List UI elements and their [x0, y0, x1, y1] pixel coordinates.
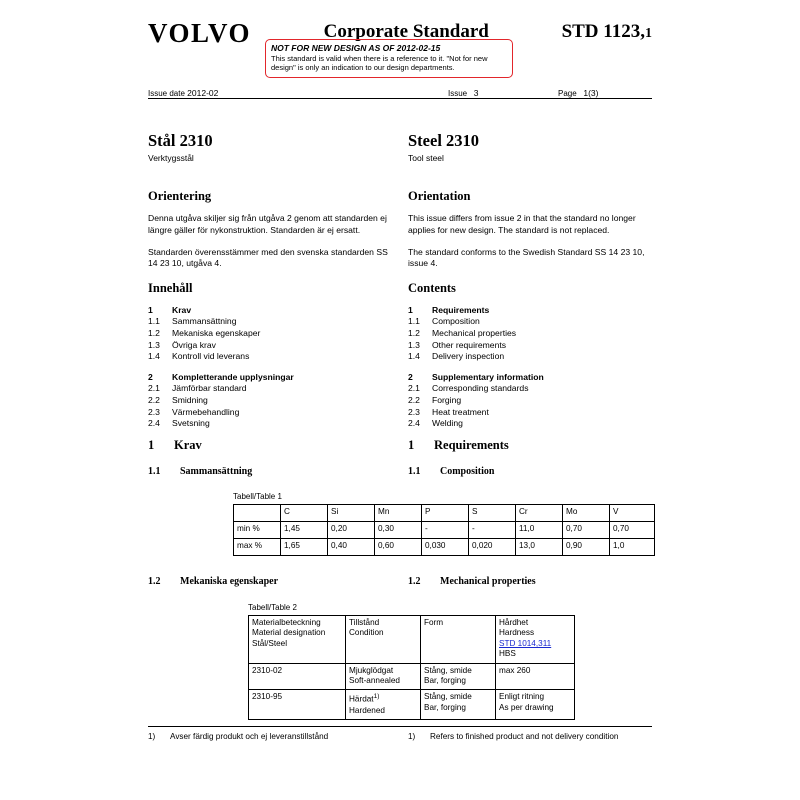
page-value: 1(3) — [583, 88, 599, 98]
toc-item[interactable] — [408, 316, 654, 328]
page-subtitle-en: Tool steel — [408, 153, 444, 164]
table-2-designation: 2310-02 — [249, 663, 346, 690]
toc-item[interactable] — [148, 407, 394, 419]
section-1-2-heading-sv — [148, 576, 398, 587]
page-label: Page — [558, 89, 577, 98]
toc-item[interactable] — [148, 395, 394, 407]
footnote-mark-en: 1) — [408, 732, 416, 741]
table-row-header — [249, 616, 575, 664]
table-1-cell: 0,60 — [375, 539, 422, 556]
section-1-label-en: Requirements — [434, 438, 509, 452]
toc-number: 2 — [408, 371, 413, 382]
standard-number-sub: 1 — [644, 26, 652, 41]
table-2-col-condition-l1: Tillstånd — [349, 618, 380, 627]
toc-number: 2.2 — [408, 394, 420, 405]
table-1-cell: 1,0 — [610, 539, 655, 556]
table-1-col-p: P — [422, 505, 469, 522]
table-1-cell: 1,45 — [281, 522, 328, 539]
issue-date — [148, 88, 448, 98]
table-2-col-designation — [249, 616, 346, 664]
footnote-sv — [148, 732, 398, 743]
table-1-cell: 0,20 — [328, 522, 375, 539]
page-number — [558, 88, 648, 98]
page-subtitle-sv: Verktygsstål — [148, 153, 194, 164]
table-2-condition — [346, 690, 421, 720]
table-1-cell: 11,0 — [516, 522, 563, 539]
orientation-paragraph-2-sv: Standarden överensstämmer med den svenska standarden SS 14 23 10, utgåva 4. — [148, 246, 388, 269]
table-1-block — [233, 492, 655, 556]
table-1-col-s: S — [469, 505, 516, 522]
toc-label: Sammansättning — [172, 316, 237, 327]
issue-value: 3 — [473, 88, 479, 98]
table-1-cell: 0,030 — [422, 539, 469, 556]
toc-number: 2 — [148, 371, 153, 382]
toc-number: 2.4 — [148, 418, 160, 429]
table-1-col-0 — [234, 505, 281, 522]
toc-label: Mekaniska egenskaper — [172, 327, 261, 338]
toc-number: 2.3 — [148, 406, 160, 417]
table-1-cell: 0,020 — [469, 539, 516, 556]
toc-number: 1.2 — [408, 327, 420, 338]
orientation-heading-en: Orientation — [408, 189, 471, 204]
table-row — [234, 539, 655, 556]
section-1-1-label-sv: Sammansättning — [180, 466, 253, 477]
toc-item[interactable] — [408, 372, 654, 384]
table-1-col-mo: Mo — [563, 505, 610, 522]
toc-label: Requirements — [432, 304, 490, 315]
notice-title: NOT FOR NEW DESIGN AS OF 2012-02-15 — [271, 43, 441, 53]
page-title-en: Steel 2310 — [408, 131, 480, 150]
toc-number: 1 — [148, 304, 153, 315]
issue-date-label: Issue date — [148, 89, 185, 98]
table-2 — [248, 615, 575, 720]
section-1-number-sv: 1 — [148, 438, 155, 452]
toc-label: Övriga krav — [172, 339, 216, 350]
toc-label: Kontroll vid leverans — [172, 351, 250, 362]
footnote-mark-sv: 1) — [148, 732, 156, 741]
toc-item[interactable] — [148, 372, 394, 384]
footnote-en — [408, 732, 658, 743]
table-2-condition-l2: Hardened — [349, 705, 385, 715]
issue-date-value: 2012-02 — [187, 88, 219, 98]
orientation-paragraph-1-sv: Denna utgåva skiljer sig från utgåva 2 genom att standarden ej längre gäller för nykonstruktion. Standarden är ej ersatt. — [148, 213, 387, 235]
toc-label: Kompletterande upplysningar — [172, 371, 294, 382]
toc-item[interactable] — [408, 328, 654, 340]
table-2-caption: Tabell/Table 2 — [248, 603, 297, 612]
table-2-col-hardness-l2: Hardness — [499, 628, 535, 638]
table-1-col-si: Si — [328, 505, 375, 522]
toc-item[interactable] — [408, 407, 654, 419]
table-row — [234, 522, 655, 539]
footnote-text-en: Refers to finished product and not delivery condition — [430, 732, 619, 741]
std-1014-311-link[interactable]: STD 1014,311 — [499, 638, 552, 648]
table-2-form — [421, 690, 496, 720]
toc-number: 1.2 — [148, 327, 160, 338]
table-2-form-l1: Stång, smide — [424, 692, 472, 702]
table-row-header — [234, 505, 655, 522]
table-2-designation: 2310-95 — [249, 690, 346, 720]
section-1-2-number-sv: 1.2 — [148, 576, 161, 587]
section-1-2-number-en: 1.2 — [408, 576, 421, 587]
table-2-condition-l1: Mjukglödgat — [349, 665, 394, 675]
toc-spacer — [408, 363, 654, 372]
table-1-cell: 13,0 — [516, 539, 563, 556]
toc-item[interactable] — [148, 316, 394, 328]
table-2-form-l2: Bar, forging — [424, 676, 466, 686]
table-of-contents-en — [408, 305, 654, 430]
table-2-col-designation-l3: Stål/Steel — [252, 638, 288, 648]
toc-item[interactable] — [408, 418, 654, 430]
toc-item[interactable] — [148, 418, 394, 430]
table-1-cell: 1,65 — [281, 539, 328, 556]
section-1-number-en: 1 — [408, 438, 415, 452]
header-divider — [148, 98, 652, 99]
orientation-paragraph-2-en: The standard conforms to the Swedish Standard SS 14 23 10, issue 4. — [408, 246, 645, 269]
section-1-1-heading-sv — [148, 466, 394, 477]
table-2-form — [421, 663, 496, 690]
table-2-col-hardness-l1: Hårdhet — [499, 618, 529, 627]
section-1-1-label-en: Composition — [440, 466, 495, 477]
toc-item[interactable] — [148, 340, 394, 352]
table-2-hardness-l1: Enligt ritning — [499, 692, 545, 702]
orientation-heading-sv: Orientering — [148, 189, 212, 204]
contents-heading-sv: Innehåll — [148, 280, 193, 295]
left-column-swedish — [148, 132, 394, 430]
toc-label: Forging — [432, 394, 462, 405]
right-column-english — [408, 132, 654, 430]
table-2-condition-l2: Soft-annealed — [349, 676, 400, 686]
table-2-col-condition-l2: Condition — [349, 628, 384, 638]
orientation-paragraph-1-en: This issue differs from issue 2 in that the standard no longer applies for new design. The standard is not replaced. — [408, 213, 636, 235]
standard-number — [562, 18, 652, 41]
contents-heading-en: Contents — [408, 280, 456, 295]
table-2-col-hardness-unit: HBS — [499, 649, 516, 659]
toc-number: 2.3 — [408, 406, 420, 417]
table-row — [249, 663, 575, 690]
toc-number: 2.2 — [148, 394, 160, 405]
section-1-1-heading-en — [408, 466, 654, 477]
toc-number: 2.1 — [408, 383, 420, 394]
toc-item[interactable] — [148, 351, 394, 363]
toc-label: Svetsning — [172, 418, 210, 429]
toc-number: 1.1 — [148, 316, 160, 327]
section-1-heading-sv — [148, 438, 394, 453]
toc-label: Composition — [432, 316, 480, 327]
table-1-row-label: min % — [234, 522, 281, 539]
table-2-col-designation-l1: Materialbeteckning — [252, 618, 321, 627]
table-2-form-l2: Bar, forging — [424, 702, 466, 712]
table-2-condition-l1: Härdat — [349, 695, 374, 705]
toc-item[interactable] — [148, 383, 394, 395]
toc-label: Smidning — [172, 394, 208, 405]
section-1-2-label-sv: Mekaniska egenskaper — [180, 576, 279, 587]
standard-number-main: STD 1123, — [561, 21, 645, 42]
notice-body: This standard is valid when there is a reference to it. "Not for new design" is only an indication to our design departments. — [271, 54, 488, 72]
volvo-logo: VOLVO — [148, 18, 251, 48]
toc-label: Other requirements — [432, 339, 507, 350]
toc-item[interactable] — [148, 328, 394, 340]
table-1-cell: 0,40 — [328, 539, 375, 556]
not-for-new-design-notice — [265, 39, 513, 78]
issue-info-line — [148, 88, 652, 98]
table-1-cell: 0,70 — [610, 522, 655, 539]
corporate-standard-title: Corporate Standard — [323, 21, 489, 42]
table-1-cell: - — [422, 522, 469, 539]
table-1-col-cr: Cr — [516, 505, 563, 522]
toc-label: Delivery inspection — [432, 351, 505, 362]
section-1-1-number-sv: 1.1 — [148, 466, 161, 477]
issue-number — [448, 88, 558, 98]
section-1-2-label-en: Mechanical properties — [440, 576, 536, 587]
table-row — [249, 690, 575, 720]
table-2-hardness — [496, 663, 575, 690]
table-1-cell: 0,90 — [563, 539, 610, 556]
table-2-condition — [346, 663, 421, 690]
table-1-col-mn: Mn — [375, 505, 422, 522]
issue-label: Issue — [448, 89, 468, 98]
toc-number: 2.1 — [148, 383, 160, 394]
toc-number: 1.3 — [408, 339, 420, 350]
toc-label: Supplementary information — [432, 371, 544, 382]
section-1-1-number-en: 1.1 — [408, 466, 421, 477]
table-2-block — [248, 603, 575, 720]
table-1-col-v: V — [610, 505, 655, 522]
table-1-cell: 0,30 — [375, 522, 422, 539]
footnote-ref: 1) — [373, 693, 380, 701]
toc-label: Corresponding standards — [432, 383, 529, 394]
toc-item[interactable] — [408, 395, 654, 407]
table-1 — [233, 504, 655, 556]
toc-number: 2.4 — [408, 418, 420, 429]
toc-spacer — [148, 363, 394, 372]
table-1-cell: - — [469, 522, 516, 539]
section-1-heading-en — [408, 438, 654, 453]
table-2-hardness-l2: As per drawing — [499, 702, 554, 712]
toc-label: Welding — [432, 418, 463, 429]
toc-number: 1.1 — [408, 316, 420, 327]
table-1-col-c: C — [281, 505, 328, 522]
toc-item[interactable] — [408, 305, 654, 317]
toc-label: Mechanical properties — [432, 327, 517, 338]
toc-label: Värmebehandling — [172, 406, 240, 417]
toc-number: 1.4 — [148, 351, 160, 362]
toc-item[interactable] — [148, 305, 394, 317]
footnote-text-sv: Avser färdig produkt och ej leveranstillstånd — [170, 732, 329, 741]
toc-number: 1.4 — [408, 351, 420, 362]
toc-label: Jämförbar standard — [172, 383, 247, 394]
toc-label: Krav — [172, 304, 192, 315]
section-1-label-sv: Krav — [174, 438, 202, 452]
table-2-col-hardness — [496, 616, 575, 664]
table-2-col-form-l1: Form — [424, 618, 444, 627]
toc-item[interactable] — [408, 351, 654, 363]
section-1-2-heading-en — [408, 576, 658, 587]
page-title-sv: Stål 2310 — [148, 131, 213, 150]
table-1-caption: Tabell/Table 1 — [233, 492, 282, 501]
toc-number: 1.3 — [148, 339, 160, 350]
toc-number: 1 — [408, 304, 413, 315]
table-of-contents-sv — [148, 305, 394, 430]
toc-label: Heat treatment — [432, 406, 489, 417]
table-2-hardness-l1: max 260 — [499, 665, 531, 675]
toc-item[interactable] — [408, 383, 654, 395]
table-1-cell: 0,70 — [563, 522, 610, 539]
table-2-col-designation-l2: Material designation — [252, 628, 326, 638]
toc-item[interactable] — [408, 340, 654, 352]
table-2-form-l1: Stång, smide — [424, 665, 472, 675]
table-1-row-label: max % — [234, 539, 281, 556]
footer-divider — [148, 726, 652, 727]
table-2-col-form — [421, 616, 496, 664]
table-2-hardness — [496, 690, 575, 720]
table-2-col-condition — [346, 616, 421, 664]
